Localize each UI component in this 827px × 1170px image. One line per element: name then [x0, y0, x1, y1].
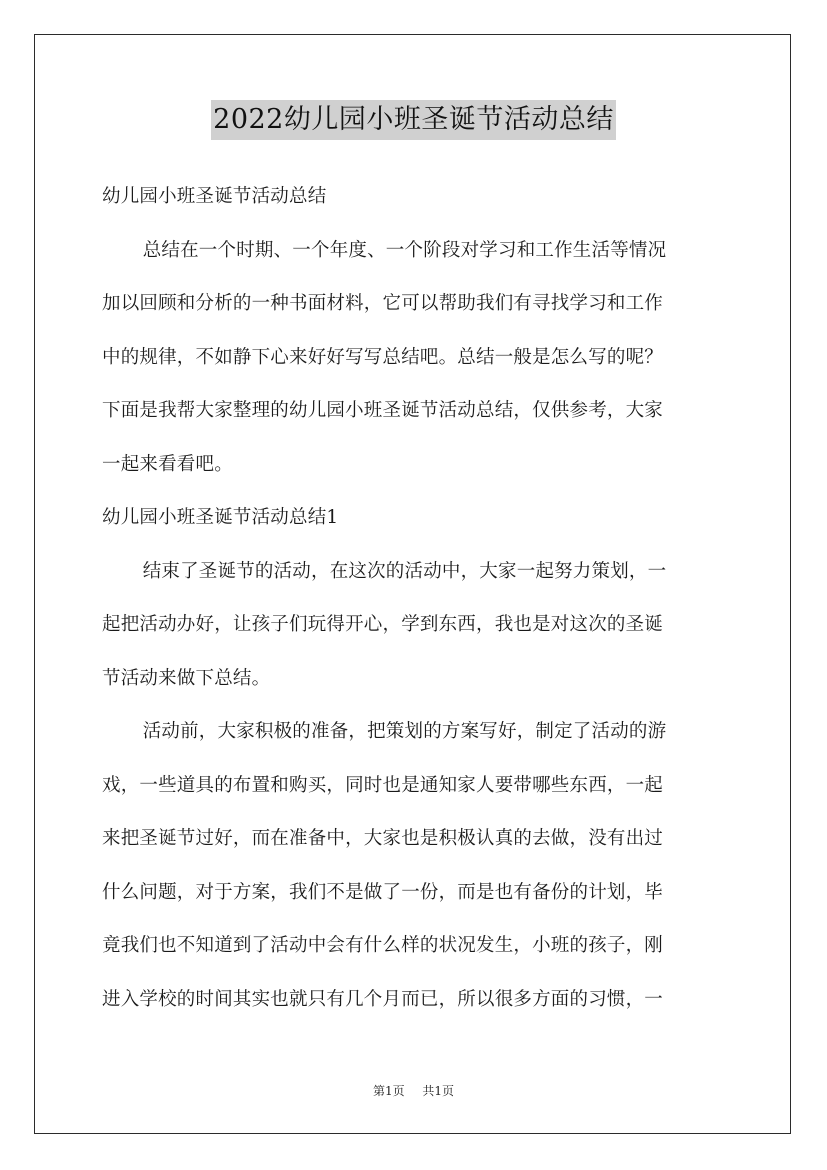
section-heading: [102, 491, 726, 545]
text-line: 活动前，大家积极的准备，把策划的方案写好，制定了活动的游: [142, 721, 667, 742]
text-line: 戏，一些道具的布置和购买，同时也是通知家人要带哪些东西，一起: [102, 774, 664, 796]
paragraph: [102, 545, 726, 706]
document-title: 2022幼儿园小班圣诞节活动总结: [211, 100, 616, 140]
text-line: 什么问题，对于方案，我们不是做了一份，而是也有备份的计划，毕: [102, 881, 664, 903]
text-line: 进入学校的时间其实也就只有几个月而已，所以很多方面的习惯，一: [102, 988, 664, 1010]
text-line: 总结在一个时期、一个年度、一个阶段对学习和工作生活等情况: [142, 239, 667, 261]
section-heading: [102, 170, 726, 224]
text-line: 幼儿园小班圣诞节活动总结1: [102, 507, 339, 528]
text-line: 来把圣诞节过好，而在准备中，大家也是积极认真的去做，没有出过: [102, 828, 664, 849]
text-line: 节活动来做下总结。: [102, 667, 271, 689]
text-line: 中的规律，不如静下心来好好写写总结吧。总结一般是怎么写的呢？: [102, 346, 664, 368]
text-line: 加以回顾和分析的一种书面材料，它可以帮助我们有寻找学习和工作: [102, 293, 664, 314]
document-body: [102, 170, 726, 1026]
page-total: 共1页: [422, 1084, 455, 1098]
text-line: 起把活动办好，让孩子们玩得开心，学到东西，我也是对这次的圣诞: [102, 614, 664, 635]
paragraph: [102, 705, 726, 1026]
page-number: 第1页: [372, 1084, 405, 1098]
text-line: 下面是我帮大家整理的幼儿园小班圣诞节活动总结，仅供参考，大家: [102, 400, 664, 421]
text-line: 幼儿园小班圣诞节活动总结: [102, 186, 327, 207]
text-line: 结束了圣诞节的活动，在这次的活动中，大家一起努力策划，一: [142, 560, 667, 582]
page-footer: [0, 1082, 827, 1099]
paragraph: [102, 224, 726, 492]
title-container: [0, 100, 827, 140]
text-line: 一起来看看吧。: [102, 453, 233, 475]
text-line: 竟我们也不知道到了活动中会有什么样的状况发生，小班的孩子，刚: [102, 935, 664, 956]
